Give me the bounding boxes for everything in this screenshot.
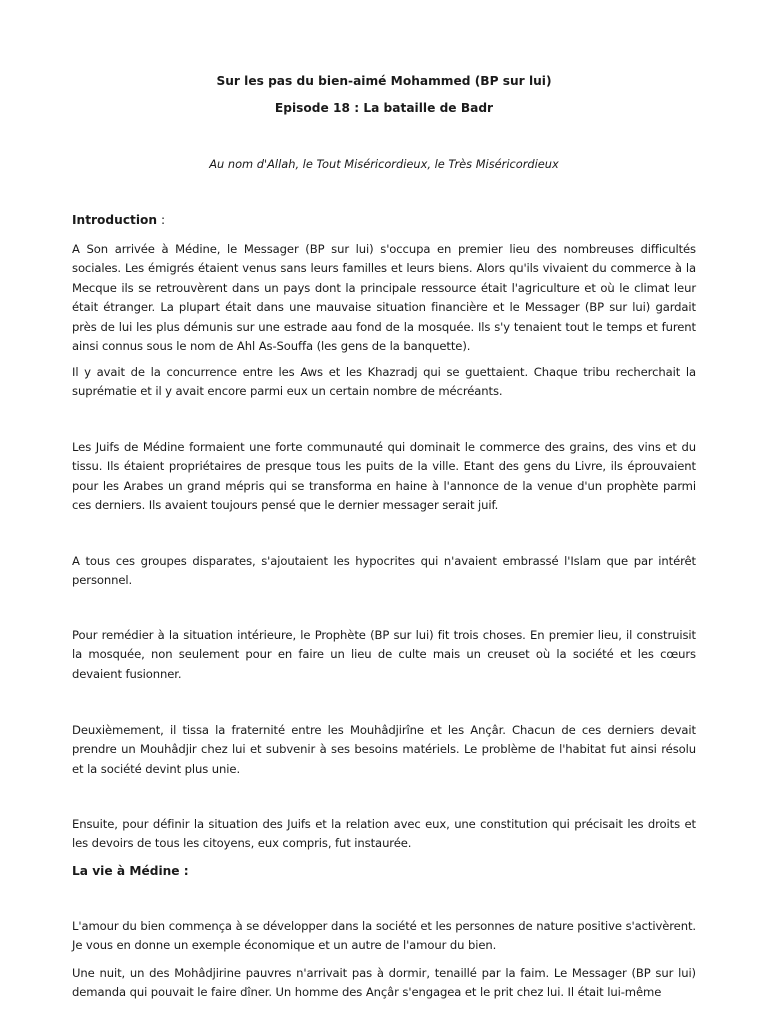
introduction-heading-suffix: : <box>157 213 166 227</box>
paragraph-mosque: Pour remédier à la situation intérieure, le Prophète (BP sur lui) fit trois choses. En premier lieu, il construisit la mosquée, non seulement pour en faire un lieu de culte mais un creuset où la société et les cœurs devaient fusionner. <box>72 628 696 681</box>
introduction-heading-label: Introduction <box>72 213 158 227</box>
paragraph-fraternity: Deuxièmement, il tissa la fraternité entre les Mouhâdjirîne et les Ançâr. Chacun de ces derniers devait prendre un Mouhâdjir chez lui et subvenir à ses besoins matériels. Le problème de l'habitat fut ainsi résolu et la société devint plus unie. <box>72 723 696 776</box>
paragraph-jews-medina: Les Juifs de Médine formaient une forte communauté qui dominait le commerce des grains, des vins et du tissu. Ils étaient propriétaires de presque tous les puits de la ville. Etant des gens du Livre, ils éprouvaient pour les Arabes un grand mépris qui se transforma en haine à l'annonce de la venue d'un prophète parmi ces derniers. Ils avaient toujours pensé que le dernier messager serait juif. <box>72 440 696 513</box>
paragraph-one-night: Une nuit, un des Mohâdjirine pauvres n'arrivait pas à dormir, tenaillé par la faim. Le Messager (BP sur lui) demanda qui pouvait le faire dîner. Un homme des Ançâr s'engagea et le prit chez lui. Il était lui-même <box>72 966 696 1000</box>
paragraph-aws-khazradj: Il y avait de la concurrence entre les Aws et les Khazradj qui se guettaient. Chaque tribu recherchait la suprématie et il y avait encore parmi eux un certain nombre de mécréants. <box>72 365 696 399</box>
vie-medine-heading <box>72 864 189 878</box>
paragraph-arrival: A Son arrivée à Médine, le Messager (BP sur lui) s'occupa en premier lieu des nombreuses difficultés sociales. Les émigrés étaient venus sans leurs familles et leurs biens. Alors qu'ils vivaient du commerce à la Mecque ils se retrouvèrent dans un pays dont la principale ressource était l'agriculture et où le climat leur était étranger. La plupart était dans une mauvaise situation financière et le Messager (BP sur lui) gardait près de lui les plus démunis sur une estrade aau fond de la mosquée. Ils s'y tenaient tout le temps et furent ainsi connus sous le nom de Ahl As-Souffa (les gens de la banquette). <box>72 242 696 354</box>
paragraph-hypocrites: A tous ces groupes disparates, s'ajoutaient les hypocrites qui n'avaient embrassé l'Islam que par intérêt personnel. <box>72 554 696 588</box>
paragraph-love-of-good: L'amour du bien commença à se développer dans la société et les personnes de nature positive s'activèrent. Je vous en donne un exemple économique et un autre de l'amour du bien. <box>72 919 696 953</box>
introduction-heading <box>72 213 165 227</box>
basmala: Au nom d'Allah, le Tout Miséricordieux, le Très Miséricordieux <box>209 157 559 171</box>
vie-medine-heading-label: La vie à Médine : <box>72 864 189 878</box>
document-title: Sur les pas du bien-aimé Mohammed (BP sur lui) <box>216 74 552 88</box>
episode-subtitle: Episode 18 : La bataille de Badr <box>274 101 494 115</box>
paragraph-constitution: Ensuite, pour définir la situation des Juifs et la relation avec eux, une constitution qui précisait les droits et les devoirs de tous les citoyens, eux compris, fut instaurée. <box>72 817 696 851</box>
